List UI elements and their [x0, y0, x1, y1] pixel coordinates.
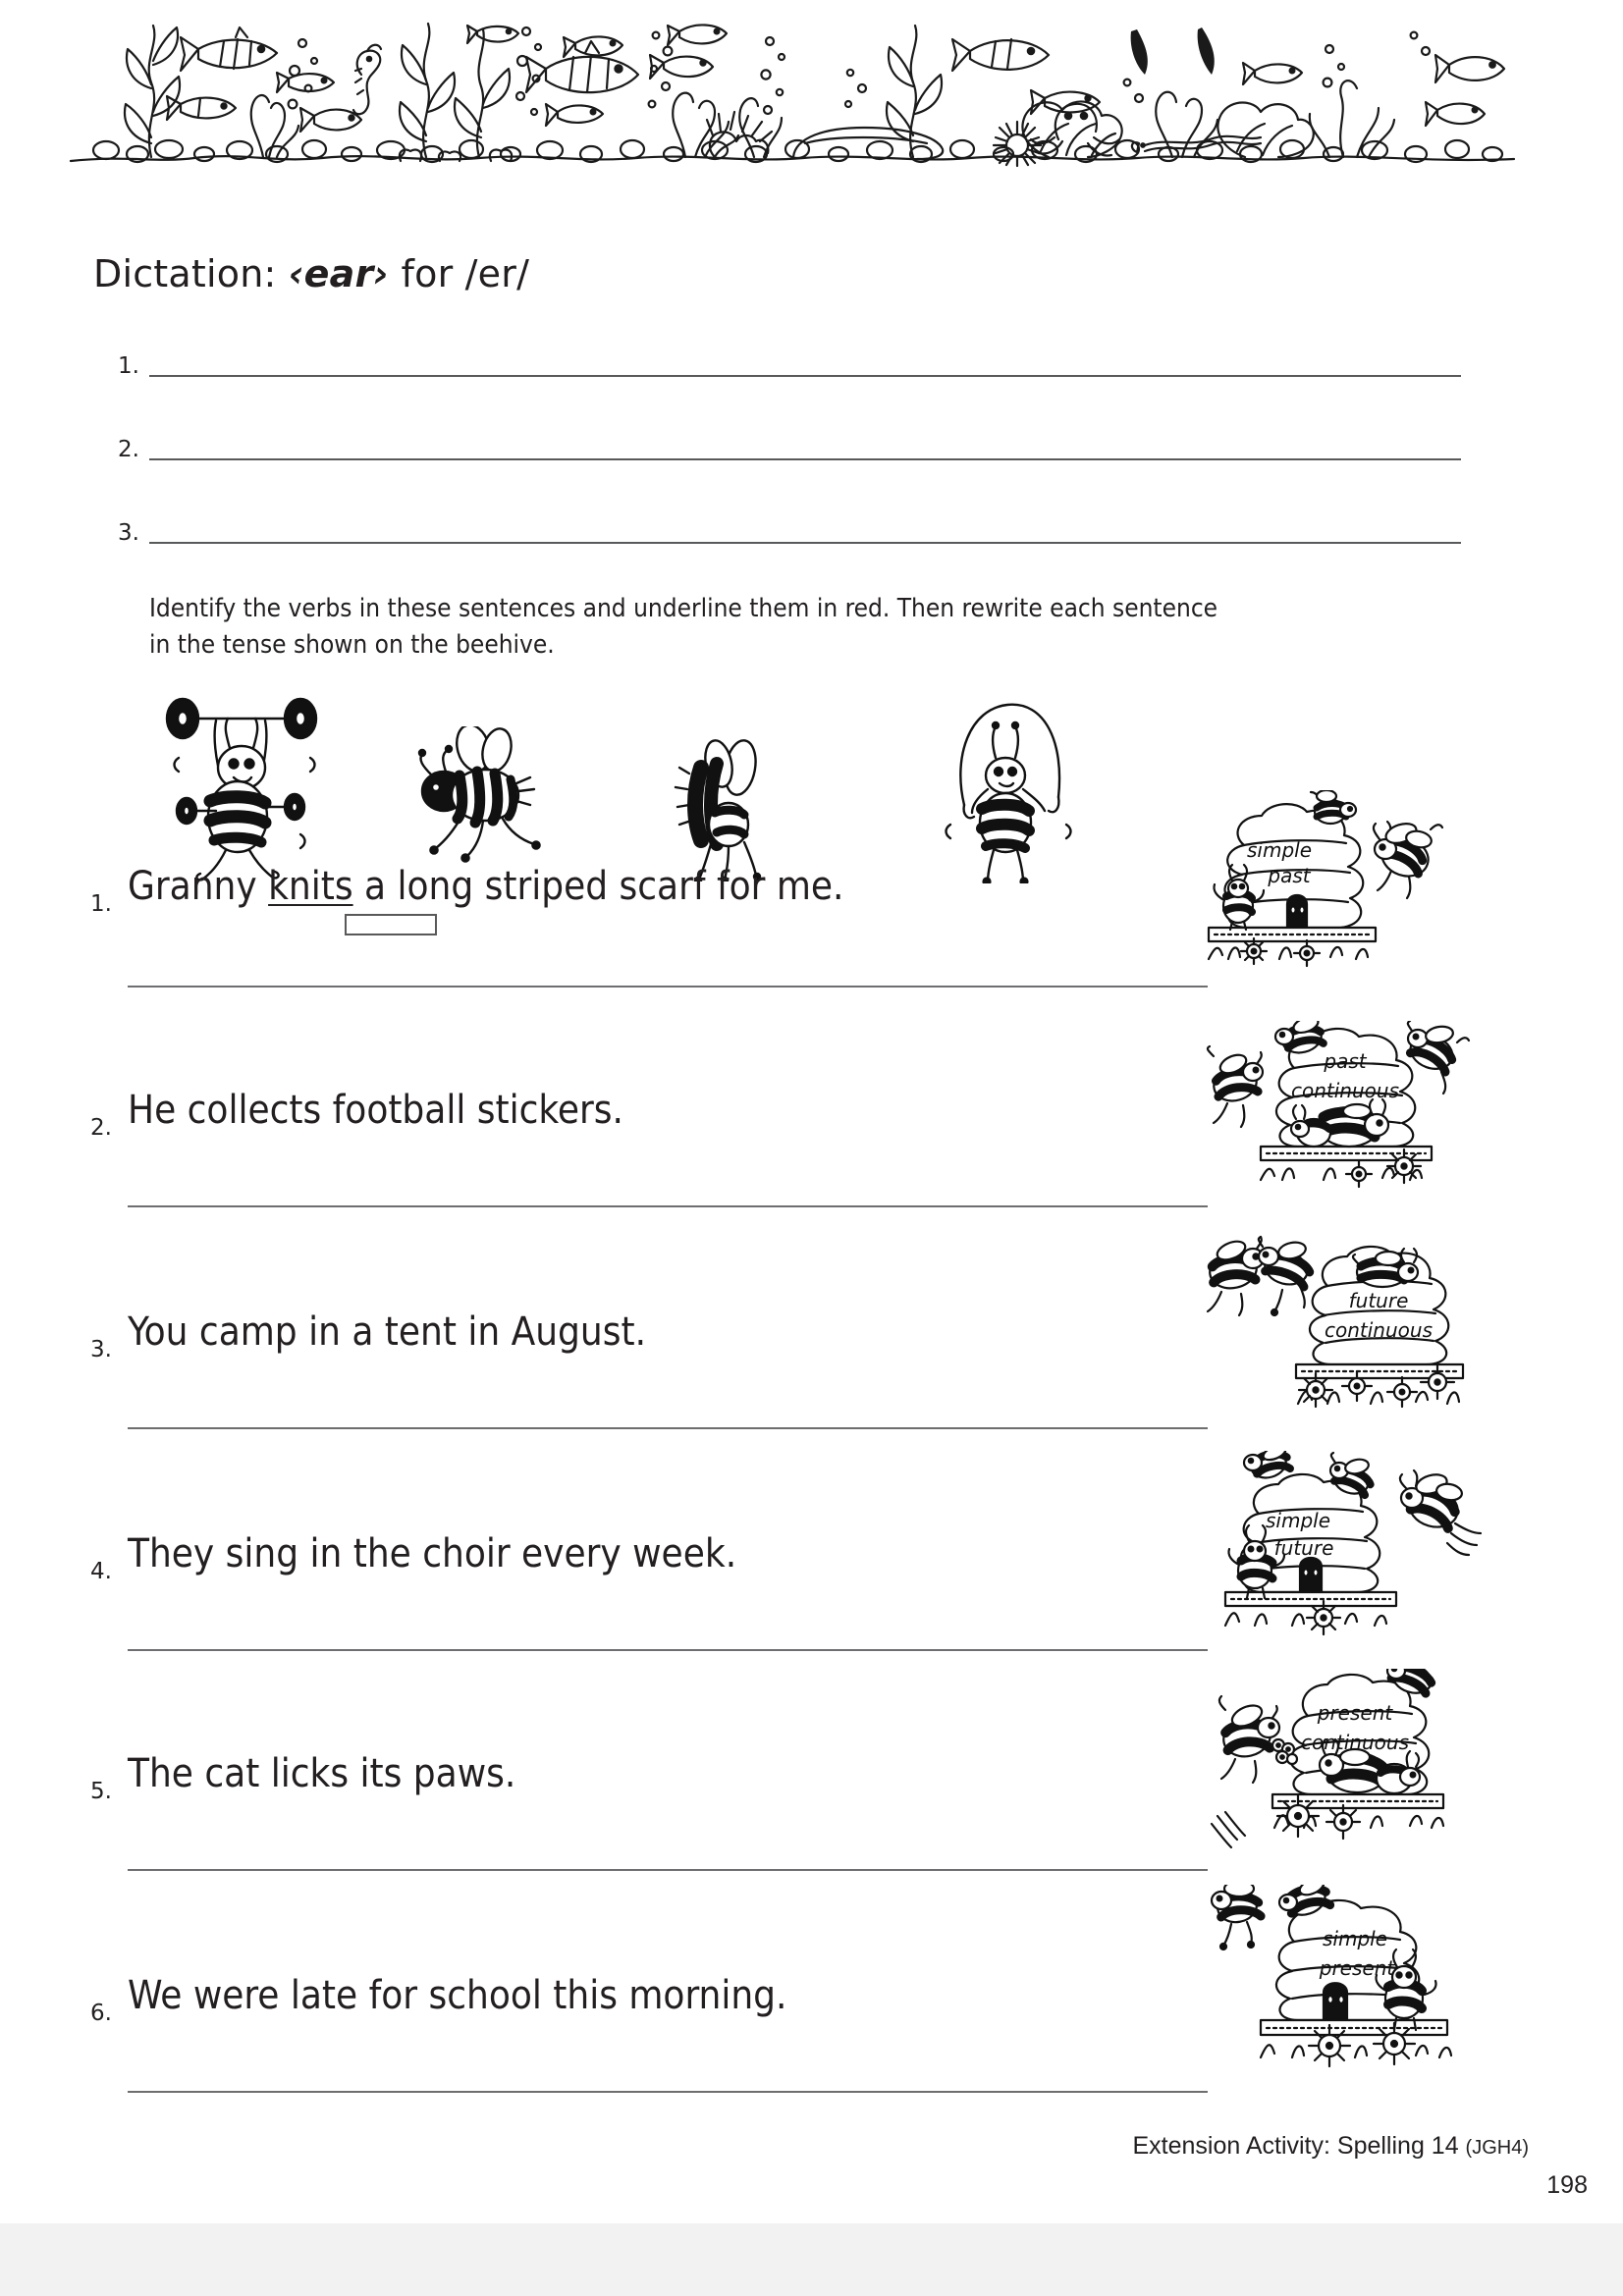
bee-skipping-rope-icon: [923, 687, 1090, 883]
hive-2-tense-line-1: past: [1324, 1049, 1367, 1073]
bee-walking-icon: [668, 734, 795, 881]
activity-instructions: [149, 591, 1426, 664]
page-title-suffix: for /er/: [389, 252, 530, 295]
coral-reef-border-illustration: [67, 14, 1518, 232]
sentence-number-6: 6.: [90, 2001, 112, 2026]
hive-1-tense-line-2: past: [1268, 864, 1311, 887]
dictation-number-2: 2.: [118, 437, 139, 462]
beehive-tense-simple-future: [1208, 1451, 1492, 1639]
hive-3-tense-line-2: continuous: [1325, 1318, 1433, 1342]
sentence-text-5: The cat licks its paws.: [128, 1751, 516, 1796]
dictation-number-3: 3.: [118, 520, 139, 546]
hive-1-tense-line-1: simple: [1246, 838, 1313, 862]
dictation-writing-rule-3[interactable]: [149, 542, 1461, 544]
dictation-writing-rule-1[interactable]: [149, 375, 1461, 377]
sentence-text-1: [128, 864, 843, 909]
dictation-line-3[interactable]: [106, 512, 1461, 552]
footer-caption-text: Extension Activity: Spelling 14: [1132, 2132, 1466, 2160]
sentence-text-3: You camp in a tent in August.: [128, 1309, 646, 1355]
sentence-number-1: 1.: [90, 891, 112, 917]
sentence-number-2: 2.: [90, 1115, 112, 1141]
sentence-number-4: 4.: [90, 1559, 112, 1584]
sentence-1-verb-underlined[interactable]: knits: [268, 864, 353, 909]
instructions-line-1: Identify the verbs in these sentences and underline them in red. Then rewrite each sentence: [149, 594, 1218, 623]
sentence-number-5: 5.: [90, 1779, 112, 1804]
sentence-6-answer-rule[interactable]: [128, 2091, 1208, 2093]
dictation-line-2[interactable]: [106, 429, 1461, 468]
sentence-1-verb-answer-box[interactable]: [345, 914, 437, 935]
dictation-line-1[interactable]: [106, 346, 1461, 385]
hive-2-tense-line-2: continuous: [1291, 1079, 1399, 1102]
instructions-line-2: in the tense shown on the beehive.: [149, 629, 555, 660]
dictation-writing-rule-2[interactable]: [149, 458, 1461, 460]
bee-weightlifting-icon: [157, 697, 334, 883]
page-number: 198: [1546, 2171, 1588, 2199]
sentence-1-after: a long striped scarf for me.: [352, 864, 844, 909]
sentence-text-4: They sing in the choir every week.: [128, 1531, 737, 1576]
sentence-1-answer-rule[interactable]: [128, 986, 1208, 988]
footer-activity-caption: [1132, 2132, 1529, 2161]
page-title-prefix: Dictation:: [93, 252, 289, 295]
sentence-text-2: He collects football stickers.: [128, 1088, 623, 1133]
page-title-grapheme: ‹ear›: [288, 252, 390, 295]
sentence-3-answer-rule[interactable]: [128, 1427, 1208, 1429]
sentence-5-answer-rule[interactable]: [128, 1869, 1208, 1871]
hive-6-tense-line-1: simple: [1322, 1927, 1388, 1950]
beehive-tense-past-continuous: [1200, 1021, 1480, 1196]
beehive-tense-simple-present: [1208, 1885, 1492, 2081]
hive-3-tense-line-1: future: [1348, 1289, 1409, 1312]
sentence-2-answer-rule[interactable]: [128, 1205, 1208, 1207]
page-title: [93, 252, 529, 295]
footer-activity-code: (JGH4): [1465, 2137, 1529, 2159]
sentence-text-6: We were late for school this morning.: [128, 1973, 787, 2018]
hive-5-tense-line-2: continuous: [1301, 1731, 1409, 1754]
hive-6-tense-line-2: present: [1319, 1956, 1395, 1980]
exercising-bees-illustration-row: [147, 687, 1129, 893]
hive-4-tense-line-2: future: [1273, 1536, 1334, 1560]
sentence-4-answer-rule[interactable]: [128, 1649, 1208, 1651]
beehive-tense-present-continuous: [1208, 1669, 1492, 1857]
dictation-number-1: 1.: [118, 353, 139, 379]
page-bottom-band: [0, 2223, 1623, 2296]
hive-5-tense-line-1: present: [1317, 1701, 1393, 1725]
beehive-tense-future-continuous: [1206, 1235, 1490, 1421]
sentence-number-3: 3.: [90, 1337, 112, 1362]
bee-running-icon: [412, 726, 560, 874]
sentence-1-before: Granny: [128, 864, 269, 909]
hive-4-tense-line-1: simple: [1265, 1509, 1331, 1532]
beehive-tense-simple-past: [1183, 790, 1458, 972]
